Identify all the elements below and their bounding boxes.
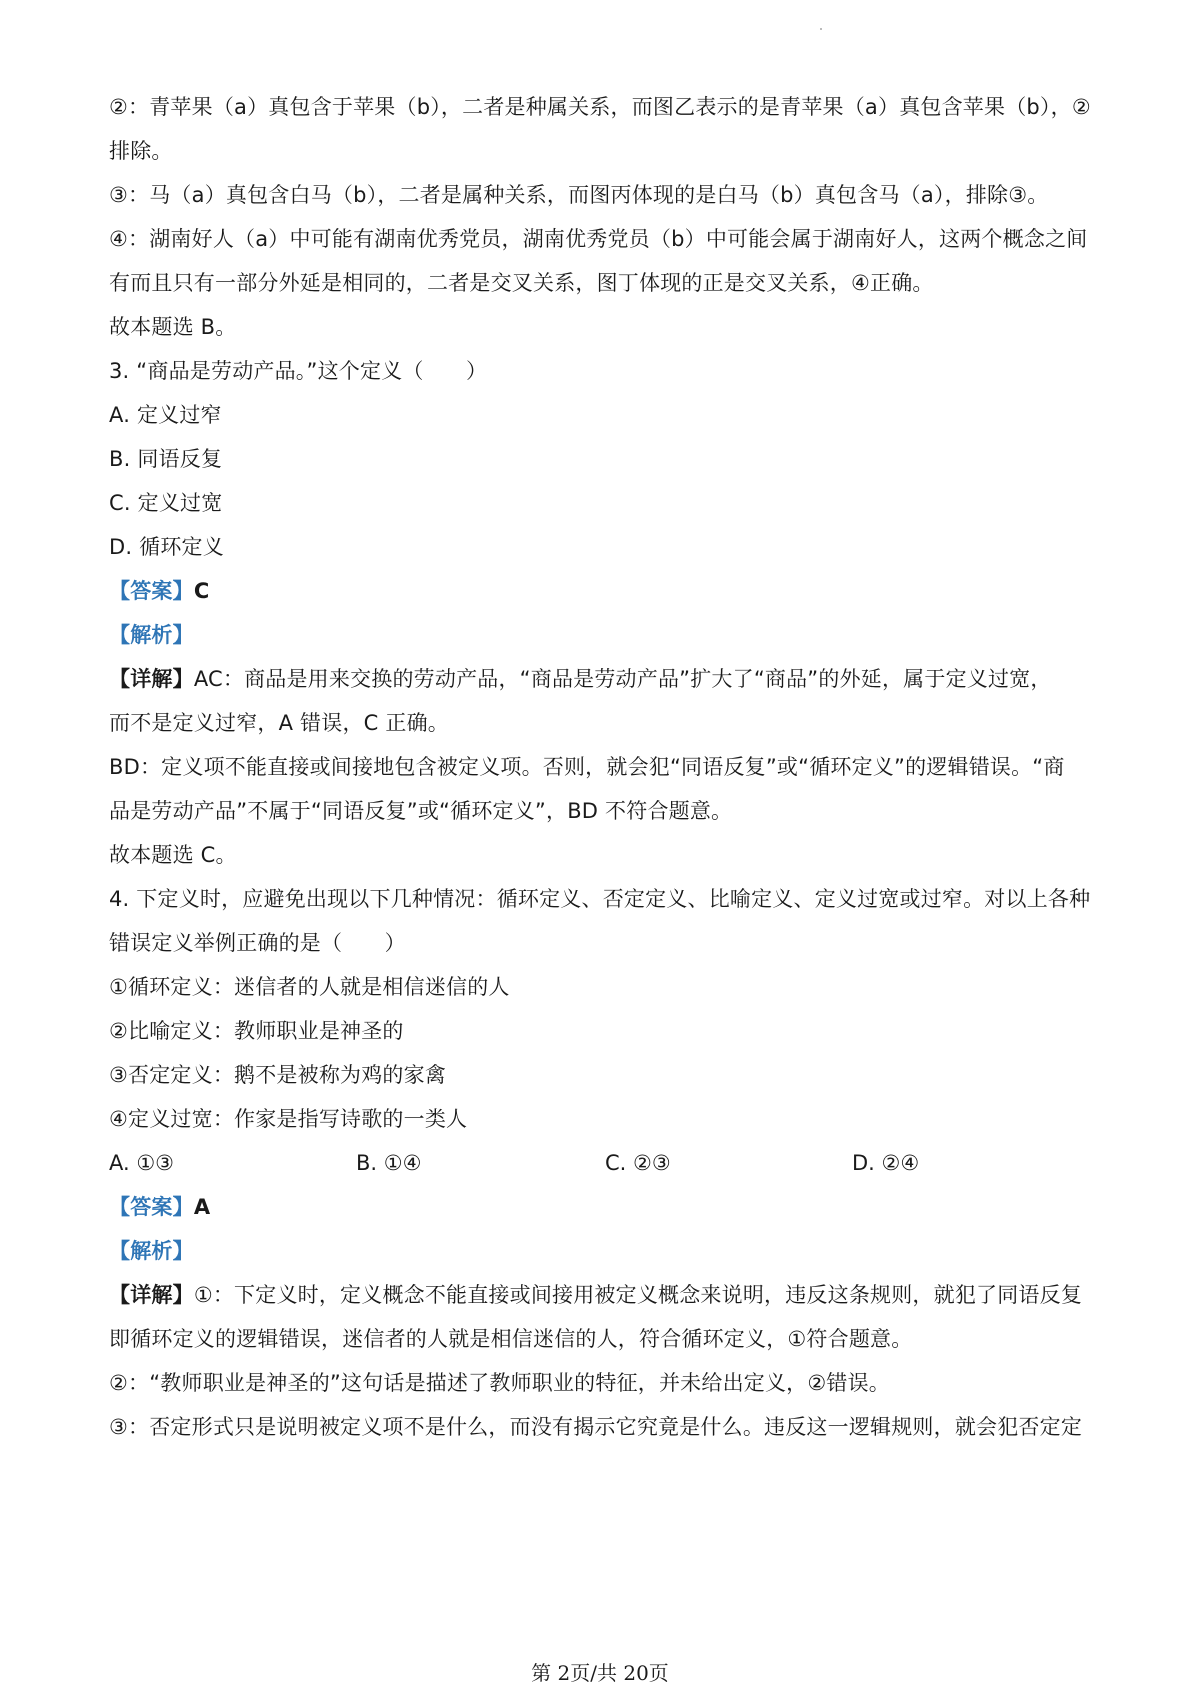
question-4-stem: 4. 下定义时，应避免出现以下几种情况：循环定义、否定定义、比喻定义、定义过宽或过窄。对以上各种 (109, 887, 1091, 911)
option-a: A. 定义过窄 (109, 403, 222, 427)
option-c: C. 定义过宽 (109, 491, 223, 515)
detail-tag: 【详解】 (109, 667, 194, 691)
answer-line (109, 576, 1110, 606)
answer-value: A (193, 1195, 211, 1219)
detail-text: AC：商品是用来交换的劳动产品，“商品是劳动产品”扩大了“商品”的外延，属于定义过宽， (193, 667, 1052, 691)
option-c: C. ②③ (605, 1151, 671, 1175)
page-footer: 第 2页/共 20页 (531, 1661, 669, 1685)
statement-1: ①循环定义：迷信者的人就是相信迷信的人 (109, 975, 510, 999)
answer-tag: 【答案】 (109, 1195, 194, 1219)
analysis-tag: 【解析】 (109, 1239, 194, 1263)
text-line: 品是劳动产品”不属于“同语反复”或“循环定义”，BD 不符合题意。 (109, 799, 733, 823)
answer-line (109, 1192, 1110, 1222)
options-row (109, 1148, 1109, 1178)
text-line: ③：否定形式只是说明被定义项不是什么，而没有揭示它究竟是什么。违反这一逻辑规则，就会犯否定定 (109, 1415, 1083, 1439)
detail-line (109, 1280, 1110, 1310)
detail-tag: 【详解】 (109, 1283, 194, 1307)
statement-4: ④定义过宽：作家是指写诗歌的一类人 (109, 1107, 468, 1131)
statement-2: ②比喻定义：教师职业是神圣的 (109, 1019, 404, 1043)
option-a: A. ①③ (109, 1151, 174, 1175)
text-line: 排除。 (109, 139, 173, 163)
option-b: B. ①④ (356, 1151, 422, 1175)
option-d: D. 循环定义 (109, 535, 224, 559)
text-line: 而不是定义过窄，A 错误，C 正确。 (109, 711, 449, 735)
text-line: 故本题选 C。 (109, 843, 237, 867)
text-line: 错误定义举例正确的是（ ） (109, 931, 406, 955)
question-3-stem: 3. “商品是劳动产品。”这个定义（ ） (109, 359, 488, 383)
analysis-line (109, 1236, 1110, 1266)
text-line: 有而且只有一部分外延是相同的，二者是交叉关系，图丁体现的正是交叉关系，④正确。 (109, 271, 934, 295)
analysis-line (109, 620, 1110, 650)
detail-line (109, 664, 1110, 694)
text-line: ④：湖南好人（a）中可能有湖南优秀党员，湖南优秀党员（b）中可能会属于湖南好人，这两个概念之间 (109, 227, 1088, 251)
scan-dot (820, 28, 822, 30)
answer-tag: 【答案】 (109, 579, 194, 603)
answer-value: C (193, 579, 210, 603)
detail-text: ①：下定义时，定义概念不能直接或间接用被定义概念来说明，违反这条规则，就犯了同语反复 (193, 1283, 1083, 1307)
analysis-tag: 【解析】 (109, 623, 194, 647)
option-d: D. ②④ (852, 1151, 920, 1175)
text-line: ②：“教师职业是神圣的”这句话是描述了教师职业的特征，并未给出定义，②错误。 (109, 1371, 891, 1395)
text-line: ③：马（a）真包含白马（b），二者是属种关系，而图丙体现的是白马（b）真包含马（a），排除③。 (109, 183, 1049, 207)
text-line: BD：定义项不能直接或间接地包含被定义项。否则，就会犯“同语反复”或“循环定义”的逻辑错误。“商 (109, 755, 1065, 779)
option-b: B. 同语反复 (109, 447, 223, 471)
text-line: 即循环定义的逻辑错误，迷信者的人就是相信迷信的人，符合循环定义，①符合题意。 (109, 1327, 913, 1351)
text-line: 故本题选 B。 (109, 315, 237, 339)
statement-3: ③否定定义：鹅不是被称为鸡的家禽 (109, 1063, 447, 1087)
text-line: ②：青苹果（a）真包含于苹果（b），二者是种属关系，而图乙表示的是青苹果（a）真包含苹果（b），② (109, 95, 1091, 119)
